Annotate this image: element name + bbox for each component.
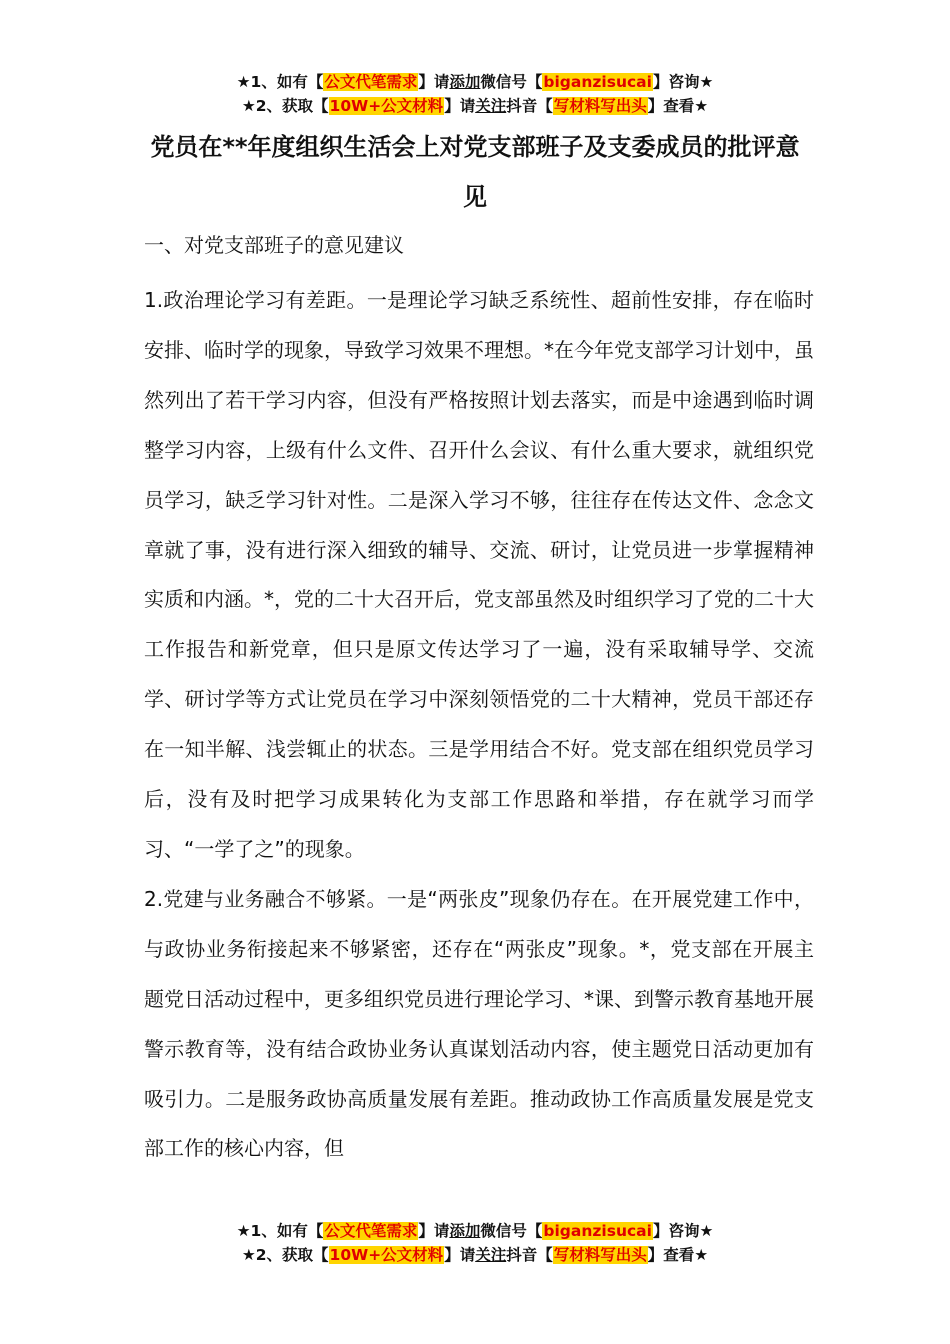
paragraph-2: 2.党建与业务融合不够紧。一是“两张皮”现象仍存在。在开展党建工作中，与政协业务衔接起来不够紧密，还存在“两张皮”现象。*，党支部在开展主题党日活动过程中，更多组织党员进行理论学习、*课、到警示教育基地开展警示教育等，没有结合政协业务认真谋划活动内容，使主题党日活动更加有吸引力。二是服务政协高质量发展有差距。推动政协工作高质量发展是党支部工作的核心内容，但	[144, 886, 814, 1161]
promo-line-2	[0, 1243, 950, 1267]
promo-highlight: 公文代笔需求	[324, 1222, 418, 1240]
promo-text: ★2、获取【	[241, 97, 329, 115]
promo-text: 】请	[418, 73, 450, 91]
promo-text: 】请	[444, 97, 476, 115]
promo-underlined: 添加	[449, 73, 481, 91]
promo-text: 微信号【	[480, 73, 543, 91]
promo-line-2	[0, 94, 950, 118]
promo-line-1	[0, 70, 950, 94]
promo-highlight-wechat-id: biganzisucai	[543, 1222, 652, 1240]
promo-text: 抖音【	[506, 97, 553, 115]
promo-highlight-douyin: 写材料写出头	[553, 97, 647, 115]
promo-text: ★1、如有【	[236, 73, 324, 91]
promo-text: ★2、获取【	[241, 1246, 329, 1264]
promo-underlined: 添加	[449, 1222, 481, 1240]
promo-text: ★1、如有【	[236, 1222, 324, 1240]
promo-underlined: 关注	[475, 1246, 507, 1264]
promo-highlight-wechat-id: biganzisucai	[543, 73, 652, 91]
promo-text: 】查看★	[647, 1246, 709, 1264]
promo-text: 】咨询★	[652, 73, 714, 91]
promo-highlight-douyin: 写材料写出头	[553, 1246, 647, 1264]
promo-text: 】请	[418, 1222, 450, 1240]
promo-text: 抖音【	[506, 1246, 553, 1264]
promo-text: 】咨询★	[652, 1222, 714, 1240]
promo-highlight: 10W+公文材料	[329, 97, 444, 115]
document-body	[144, 276, 814, 1174]
promo-text: 】请	[444, 1246, 476, 1264]
promo-highlight: 公文代笔需求	[324, 73, 418, 91]
promo-underlined: 关注	[475, 97, 507, 115]
promo-banner-bottom	[0, 1219, 950, 1267]
document-title: 党员在**年度组织生活会上对党支部班子及支委成员的批评意见	[150, 133, 800, 211]
promo-line-1	[0, 1219, 950, 1243]
promo-banner-top	[0, 70, 950, 118]
promo-highlight: 10W+公文材料	[329, 1246, 444, 1264]
promo-text: 】查看★	[647, 97, 709, 115]
promo-text: 微信号【	[480, 1222, 543, 1240]
paragraph-1: 1.政治理论学习有差距。一是理论学习缺乏系统性、超前性安排，存在临时安排、临时学的现象，导致学习效果不理想。*在今年党支部学习计划中，虽然列出了若干学习内容，但没有严格按照计划去落实，而是中途遇到临时调整学习内容，上级有什么文件、召开什么会议、有什么重大要求，就组织党员学习，缺乏学习针对性。二是深入学习不够，往往存在传达文件、念念文章就了事，没有进行深入细致的辅导、交流、研讨，让党员进一步掌握精神实质和内涵。*，党的二十大召开后，党支部虽然及时组织学习了党的二十大工作报告和新党章，但只是原文传达学习了一遍，没有采取辅导学、交流学、研讨学等方式让党员在学习中深刻领悟党的二十大精神，党员干部还存在一知半解、浅尝辄止的状态。三是学用结合不好。党支部在组织党员学习后，没有及时把学习成果转化为支部工作思路和举措，存在就学习而学习、“一学了之”的现象。	[144, 288, 814, 861]
section-heading: 一、对党支部班子的意见建议	[144, 233, 404, 257]
